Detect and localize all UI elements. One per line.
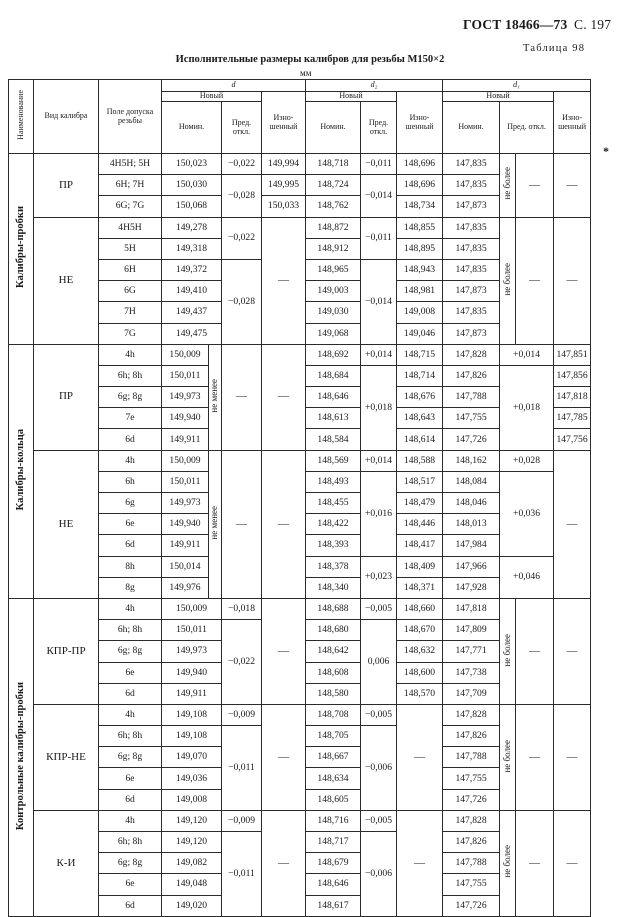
d2-worn-cell: 148,409 [397,556,443,577]
d2-nom-cell: 148,340 [306,577,361,598]
d2-nom-cell: 148,646 [306,874,361,895]
d1-nom-cell: 147,788 [443,853,500,874]
d1-nom-cell: 147,755 [443,408,500,429]
d2-dev-cell: 0,006 [361,620,397,705]
header-cell-dev: Пред. откл. [500,102,554,154]
d1-nom-cell: 147,809 [443,620,500,641]
field-cell: 7G [99,323,162,344]
d2-nom-cell: 148,642 [306,641,361,662]
header-cell-nom: Номин. [306,102,361,154]
d-nom-cell: 149,475 [162,323,222,344]
field-cell: 6G; 7G [99,196,162,217]
d2-nom-cell: 148,634 [306,768,361,789]
d-nom-cell: 149,973 [162,493,209,514]
d2-dev-cell: −0,005 [361,704,397,725]
d2-nom-cell: 148,872 [306,217,361,238]
d1-dev-cell: +0,036 [500,471,554,556]
d2-nom-cell: 148,569 [306,450,361,471]
field-cell: 4H5H [99,217,162,238]
d1-nom-cell: 147,873 [443,323,500,344]
group-label-plugs: Калибры-пробки [9,154,34,345]
d1-dev-cell: +0,028 [500,450,554,471]
d2-nom-cell: 148,393 [306,535,361,556]
d1-worn-cell: 147,756 [554,429,591,450]
kind-label-kpr-ne: КПР-НЕ [34,704,99,810]
d1-limit-note: не более [500,217,516,344]
d2-worn-cell: 148,715 [397,344,443,365]
header-cell-d: d [162,80,306,92]
d1-worn-cell: — [554,598,591,704]
d2-dev-cell: +0,014 [361,344,397,365]
d-dev-cell: −0,011 [222,832,262,917]
d2-worn-cell: 148,614 [397,429,443,450]
d-dev-cell: −0,022 [222,154,262,175]
d2-worn-cell: 148,714 [397,365,443,386]
d1-dev-cell: +0,014 [500,344,554,365]
d2-nom-cell: 148,716 [306,810,361,831]
field-cell: 4H5H; 5H [99,154,162,175]
d-dev-cell: — [222,344,262,450]
field-cell: 6g [99,493,162,514]
d2-worn-cell: 148,570 [397,683,443,704]
field-cell: 6g; 8g [99,387,162,408]
d-nom-cell: 149,048 [162,874,222,895]
d-nom-cell: 149,940 [162,514,209,535]
d1-nom-cell: 147,984 [443,535,500,556]
d2-worn-cell: 148,588 [397,450,443,471]
field-cell: 6h [99,471,162,492]
d2-dev-cell: −0,005 [361,598,397,619]
d-dev-cell: −0,018 [222,598,262,619]
header-cell-new: Новый [162,92,262,102]
standard-number: ГОСТ 18466—73 [463,17,568,32]
d-worn-cell: — [262,450,306,598]
d1-limit-note: не более [500,810,516,916]
d2-nom-cell: 148,613 [306,408,361,429]
field-cell: 6h; 8h [99,832,162,853]
d2-dev-cell: +0,018 [361,365,397,450]
field-cell: 4h [99,704,162,725]
d2-nom-cell: 148,965 [306,259,361,280]
d2-worn-cell: — [397,810,443,916]
header-cell-field: Поле допуска резьбы [99,80,162,154]
d2-nom-cell: 148,705 [306,726,361,747]
field-cell: 7e [99,408,162,429]
d2-nom-cell: 148,493 [306,471,361,492]
d2-nom-cell: 148,455 [306,493,361,514]
header-cell-worn: Изно-шенный [262,92,306,154]
d1-worn-cell: 147,856 [554,365,591,386]
d2-worn-cell: 148,660 [397,598,443,619]
header-cell-d1: d₁ [443,80,591,92]
d-nom-cell: 149,036 [162,768,222,789]
header-cell-dev: Пред. откл. [361,102,397,154]
d-dev-cell: −0,022 [222,620,262,705]
d-nom-cell: 150,011 [162,365,209,386]
d2-worn-cell: 148,417 [397,535,443,556]
d2-worn-cell: 148,696 [397,154,443,175]
gauge-dimensions-table [8,79,591,917]
field-cell: 6e [99,768,162,789]
d2-nom-cell: 149,030 [306,302,361,323]
d1-worn-cell: 147,785 [554,408,591,429]
field-cell: 4h [99,344,162,365]
d2-nom-cell: 148,584 [306,429,361,450]
field-cell: 6h; 8h [99,365,162,386]
d1-dev-cell: +0,046 [500,556,554,598]
d1-nom-cell: 147,966 [443,556,500,577]
d-dev-cell: −0,009 [222,810,262,831]
d1-dev-cell: — [516,154,554,218]
d-limit-note: не менее [209,450,222,598]
d-nom-cell: 149,108 [162,726,222,747]
d2-nom-cell: 148,912 [306,238,361,259]
field-cell: 6g; 8g [99,853,162,874]
d1-worn-cell: 147,851 [554,344,591,365]
d2-nom-cell: 148,684 [306,365,361,386]
d-nom-cell: 150,068 [162,196,222,217]
group-label-rings: Калибры-кольца [9,344,34,598]
d-worn-cell: — [262,217,306,344]
field-cell: 6H [99,259,162,280]
d2-worn-cell: 148,981 [397,281,443,302]
d1-nom-cell: 147,835 [443,238,500,259]
d1-worn-cell: — [554,810,591,916]
header-cell-dev: Пред. откл. [222,102,262,154]
field-cell: 6h; 8h [99,620,162,641]
table-row [9,154,591,175]
d-nom-cell: 149,008 [162,789,222,810]
d-worn-cell: 150,033 [262,196,306,217]
field-cell: 5H [99,238,162,259]
d1-worn-cell: 147,818 [554,387,591,408]
d1-limit-note: не более [500,154,516,218]
field-cell: 4h [99,810,162,831]
d1-nom-cell: 147,873 [443,281,500,302]
d-nom-cell: 149,120 [162,810,222,831]
d1-nom-cell: 147,818 [443,598,500,619]
kind-label-pr: ПР [34,154,99,218]
d1-worn-cell: — [554,217,591,344]
d-nom-cell: 149,940 [162,408,209,429]
d1-nom-cell: 147,828 [443,704,500,725]
d2-nom-cell: 148,717 [306,832,361,853]
d1-nom-cell: 147,826 [443,365,500,386]
d2-dev-cell: +0,014 [361,450,397,471]
header-cell-worn: Изно-шенный [554,92,591,154]
table-row [9,217,591,238]
kind-label-ne: НЕ [34,217,99,344]
d-nom-cell: 150,011 [162,620,222,641]
d2-worn-cell: 148,643 [397,408,443,429]
d-nom-cell: 149,120 [162,832,222,853]
d2-nom-cell: 148,378 [306,556,361,577]
d2-dev-cell: −0,011 [361,154,397,175]
table-caption: Исполнительные размеры калибров для резьбы М150×2 [175,54,445,65]
d-nom-cell: 149,070 [162,747,222,768]
d1-nom-cell: 147,835 [443,259,500,280]
d-nom-cell: 149,911 [162,535,209,556]
d-nom-cell: 149,973 [162,387,209,408]
d-nom-cell: 149,973 [162,641,222,662]
page-number: С. 197 [573,17,612,32]
table-label: Таблица 98 [523,43,586,54]
d2-dev-cell: +0,016 [361,471,397,556]
d1-nom-cell: 148,013 [443,514,500,535]
d2-worn-cell: 148,600 [397,662,443,683]
table-row [9,704,591,725]
d-limit-note: не менее [209,344,222,450]
kind-label-pr: ПР [34,344,99,450]
d-nom-cell: 149,278 [162,217,222,238]
header-cell-name: Наименование [9,80,34,154]
field-cell: 8g [99,577,162,598]
field-cell: 6d [99,895,162,916]
group-label-control: Контрольные калибры-пробки [9,598,34,916]
d-dev-cell: −0,022 [222,217,262,259]
field-cell: 6e [99,514,162,535]
header-cell-new: Новый [443,92,554,102]
d-nom-cell: 149,940 [162,662,222,683]
d2-nom-cell: 148,679 [306,853,361,874]
kind-label-ne: НЕ [34,450,99,598]
d1-nom-cell: 147,873 [443,196,500,217]
d2-dev-cell: −0,005 [361,810,397,831]
d-dev-cell: −0,028 [222,175,262,217]
d-nom-cell: 150,023 [162,154,222,175]
d1-nom-cell: 147,835 [443,154,500,175]
d2-nom-cell: 148,580 [306,683,361,704]
d1-nom-cell: 147,826 [443,726,500,747]
d1-dev-cell: — [516,810,554,916]
d1-nom-cell: 147,726 [443,429,500,450]
header-cell-d2: d₂ [306,80,443,92]
d1-nom-cell: 147,826 [443,832,500,853]
d1-nom-cell: 147,928 [443,577,500,598]
d1-nom-cell: 147,828 [443,810,500,831]
d-nom-cell: 149,372 [162,259,222,280]
header-cell-new: Новый [306,92,397,102]
d2-nom-cell: 148,688 [306,598,361,619]
d2-nom-cell: 148,680 [306,620,361,641]
field-cell: 6d [99,535,162,556]
d2-dev-cell: −0,014 [361,175,397,217]
d1-dev-cell: — [516,704,554,810]
d-nom-cell: 149,911 [162,429,209,450]
page-header [463,17,611,33]
field-cell: 6e [99,874,162,895]
d2-worn-cell: 148,479 [397,493,443,514]
d-worn-cell: 149,994 [262,154,306,175]
field-cell: 6H; 7H [99,175,162,196]
d1-worn-cell: — [554,154,591,218]
kind-label-ki: К-И [34,810,99,916]
d2-nom-cell: 149,068 [306,323,361,344]
d2-nom-cell: 148,762 [306,196,361,217]
field-cell: 6d [99,789,162,810]
d2-worn-cell: 149,008 [397,302,443,323]
d-dev-cell: −0,011 [222,726,262,811]
d2-dev-cell: −0,011 [361,217,397,259]
d-nom-cell: 149,082 [162,853,222,874]
field-cell: 6e [99,662,162,683]
d-nom-cell: 149,020 [162,895,222,916]
field-cell: 7H [99,302,162,323]
d1-nom-cell: 147,835 [443,175,500,196]
d1-dev-cell: +0,018 [500,365,554,450]
d1-nom-cell: 147,835 [443,217,500,238]
d2-nom-cell: 148,718 [306,154,361,175]
d2-worn-cell: 148,696 [397,175,443,196]
d1-worn-cell: — [554,704,591,810]
d2-nom-cell: 148,708 [306,704,361,725]
d1-dev-cell: — [516,598,554,704]
d-nom-cell: 150,009 [162,344,209,365]
units-label: мм [300,68,312,78]
d-nom-cell: 150,014 [162,556,209,577]
d2-nom-cell: 148,617 [306,895,361,916]
d1-limit-note: не более [500,704,516,810]
d-nom-cell: 150,011 [162,471,209,492]
field-cell: 6h; 8h [99,726,162,747]
field-cell: 6d [99,683,162,704]
d2-worn-cell: 148,676 [397,387,443,408]
d2-nom-cell: 148,692 [306,344,361,365]
d-worn-cell: 149,995 [262,175,306,196]
field-cell: 4h [99,450,162,471]
d1-nom-cell: 147,726 [443,789,500,810]
d2-nom-cell: 148,422 [306,514,361,535]
d2-nom-cell: 149,003 [306,281,361,302]
d2-worn-cell: 148,734 [397,196,443,217]
d-worn-cell: — [262,598,306,704]
d1-nom-cell: 148,084 [443,471,500,492]
header-row [9,80,591,92]
d-nom-cell: 149,318 [162,238,222,259]
d-dev-cell: −0,028 [222,259,262,344]
d1-nom-cell: 147,755 [443,874,500,895]
field-cell: 8h [99,556,162,577]
d-dev-cell: — [222,450,262,598]
header-cell-kind: Вид калибра [34,80,99,154]
d-worn-cell: — [262,344,306,450]
d1-nom-cell: 148,162 [443,450,500,471]
d1-nom-cell: 147,726 [443,895,500,916]
d2-worn-cell: 148,895 [397,238,443,259]
d2-worn-cell: 148,632 [397,641,443,662]
d1-dev-cell: — [516,217,554,344]
d2-dev-cell: −0,006 [361,832,397,917]
header-cell-nom: Номин. [162,102,222,154]
d1-nom-cell: 147,771 [443,641,500,662]
field-cell: 6G [99,281,162,302]
d1-worn-cell: — [554,450,591,598]
d1-nom-cell: 147,788 [443,387,500,408]
d1-nom-cell: 147,788 [443,747,500,768]
d2-dev-cell: −0,006 [361,726,397,811]
d2-worn-cell: 148,446 [397,514,443,535]
d2-dev-cell: +0,023 [361,556,397,598]
d-nom-cell: 149,437 [162,302,222,323]
d2-nom-cell: 148,667 [306,747,361,768]
d-nom-cell: 149,976 [162,577,209,598]
d2-worn-cell: 149,046 [397,323,443,344]
d2-worn-cell: 148,517 [397,471,443,492]
d2-worn-cell: 148,670 [397,620,443,641]
kind-label-kpr-pr: КПР-ПР [34,598,99,704]
table-row [9,598,591,619]
d-nom-cell: 150,030 [162,175,222,196]
d-nom-cell: 149,108 [162,704,222,725]
d1-nom-cell: 147,738 [443,662,500,683]
d1-nom-cell: 147,835 [443,302,500,323]
d1-nom-cell: 147,828 [443,344,500,365]
table-row [9,450,591,471]
field-cell: 6g; 8g [99,641,162,662]
d1-nom-cell: 147,755 [443,768,500,789]
table-row [9,810,591,831]
field-cell: 4h [99,598,162,619]
header-cell-worn: Изно-шенный [397,92,443,154]
d-nom-cell: 150,009 [162,450,209,471]
d2-worn-cell: — [397,704,443,810]
field-cell: 6d [99,429,162,450]
d-dev-cell: −0,009 [222,704,262,725]
d1-limit-note: не более [500,598,516,704]
field-cell: 6g; 8g [99,747,162,768]
d2-worn-cell: 148,855 [397,217,443,238]
d1-nom-cell: 147,709 [443,683,500,704]
d-worn-cell: — [262,704,306,810]
d2-nom-cell: 148,724 [306,175,361,196]
d-nom-cell: 149,911 [162,683,222,704]
header-cell-nom: Номин. [443,102,500,154]
d1-nom-cell: 148,046 [443,493,500,514]
d-worn-cell: — [262,810,306,916]
d2-nom-cell: 148,608 [306,662,361,683]
d-nom-cell: 150,009 [162,598,222,619]
margin-mark: * [603,144,609,158]
d2-worn-cell: 148,943 [397,259,443,280]
d2-nom-cell: 148,605 [306,789,361,810]
d-nom-cell: 149,410 [162,281,222,302]
d2-worn-cell: 148,371 [397,577,443,598]
d2-nom-cell: 148,646 [306,387,361,408]
table-row [9,344,591,365]
d2-dev-cell: −0,014 [361,259,397,344]
